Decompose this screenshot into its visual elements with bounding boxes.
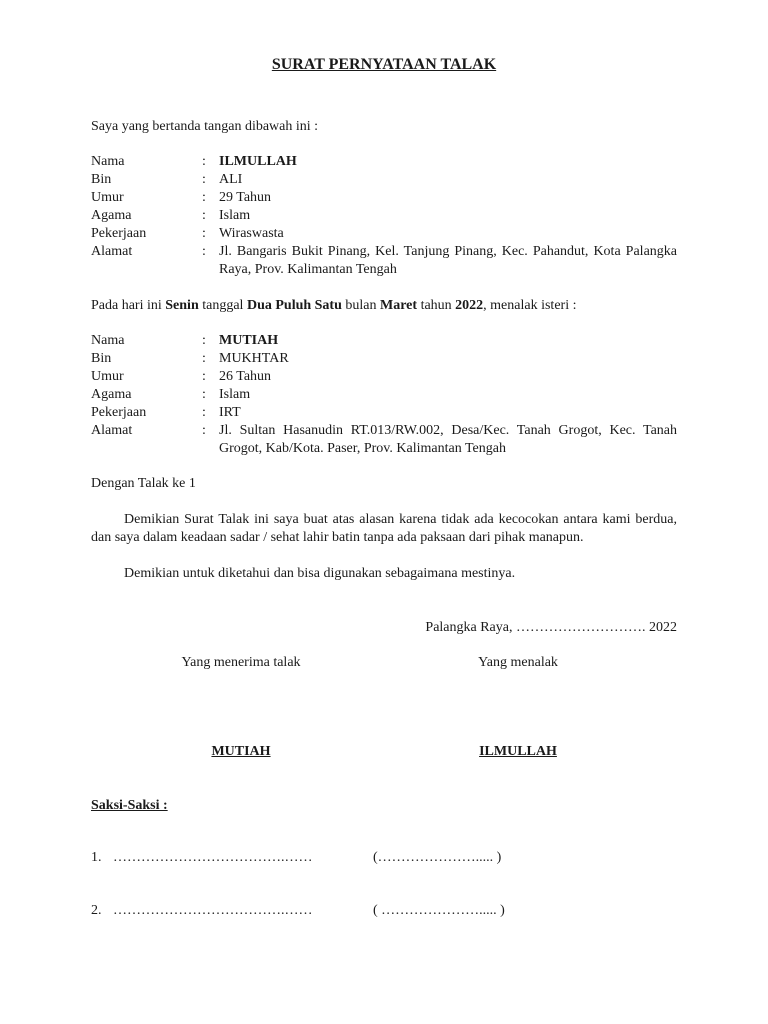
wife-nama-row: [91, 332, 677, 350]
husband-alamat-row: [91, 243, 677, 279]
document-title: SURAT PERNYATAAN TALAK: [271, 56, 497, 73]
field-label: Umur: [91, 369, 124, 384]
sentence-part: tahun: [417, 298, 456, 313]
field-label: Bin: [91, 351, 112, 366]
sentence-part: , menalak isteri :: [483, 298, 577, 313]
husband-nama-row: [91, 153, 677, 171]
wife-bin-row: [91, 350, 677, 368]
field-colon: :: [202, 387, 206, 402]
sentence-part: tanggal: [198, 298, 247, 313]
husband-agama-value: Islam: [219, 208, 251, 223]
husband-alamat-value: Jl. Bangaris Bukit Pinang, Kel. Tanjung Pinang, Kec. Pahandut, Kota Palangka Raya, Prov. Kalimantan Tengah: [219, 244, 677, 277]
place-date: Palangka Raya, ………………………. 2022: [425, 620, 677, 635]
field-label: Agama: [91, 208, 132, 223]
field-label: Nama: [91, 154, 125, 169]
reason-paragraph: Demikian Surat Talak ini saya buat atas alasan karena tidak ada kecocokan antara kami berdua, dan saya dalam keadaan sadar / sehat lahir batin tanpa ada paksaan dari pihak manapun.: [91, 512, 677, 545]
wife-pekerjaan-row: [91, 404, 677, 422]
husband-nama-value: ILMULLAH: [219, 154, 297, 169]
month-value: Maret: [380, 298, 418, 313]
wife-umur-value: 26 Tahun: [219, 369, 272, 384]
witness-signature-line: ……………………………….……: [113, 903, 313, 918]
giver-label: Yang menalak: [478, 655, 558, 670]
field-colon: :: [202, 190, 206, 205]
field-label: Agama: [91, 387, 132, 402]
field-label: Pekerjaan: [91, 405, 147, 420]
closing-paragraph: Demikian untuk diketahui dan bisa digunakan sebagaimana mestinya.: [124, 566, 516, 581]
witness-name-blank: ( …………………..... ): [373, 903, 505, 918]
witness-name-blank: (…………………..... ): [373, 850, 502, 865]
receiver-label: Yang menerima talak: [181, 655, 301, 670]
field-colon: :: [202, 369, 206, 384]
wife-bin-value: MUKHTAR: [219, 351, 289, 366]
husband-umur-row: [91, 189, 677, 207]
field-label: Alamat: [91, 244, 133, 259]
witnesses-heading: Saksi-Saksi :: [91, 798, 168, 813]
talak-number: Dengan Talak ke 1: [91, 476, 196, 491]
field-colon: :: [202, 226, 206, 241]
husband-bin-row: [91, 171, 677, 189]
wife-agama-row: [91, 386, 677, 404]
wife-nama-value: MUTIAH: [219, 333, 279, 348]
intro-text: Saya yang bertanda tangan dibawah ini :: [91, 119, 319, 134]
husband-pekerjaan-row: [91, 225, 677, 243]
receiver-signature-name: MUTIAH: [211, 744, 271, 759]
field-colon: :: [202, 172, 206, 187]
field-label: Pekerjaan: [91, 226, 147, 241]
field-colon: :: [202, 244, 206, 259]
sentence-part: Pada hari ini: [91, 298, 166, 313]
field-colon: :: [202, 405, 206, 420]
witness-number: 1.: [91, 850, 102, 865]
witness-signature-line: ……………………………….……: [113, 850, 313, 865]
year-value: 2022: [455, 298, 484, 313]
giver-signature-name: ILMULLAH: [479, 744, 557, 759]
field-colon: :: [202, 333, 206, 348]
field-label: Alamat: [91, 423, 133, 438]
husband-umur-value: 29 Tahun: [219, 190, 272, 205]
field-label: Umur: [91, 190, 124, 205]
field-colon: :: [202, 423, 206, 438]
husband-pekerjaan-value: Wiraswasta: [219, 226, 284, 241]
sentence-part: bulan: [341, 298, 380, 313]
date-sentence: [91, 297, 576, 315]
field-colon: :: [202, 351, 206, 366]
husband-agama-row: [91, 207, 677, 225]
witness-number: 2.: [91, 903, 102, 918]
wife-alamat-value: Jl. Sultan Hasanudin RT.013/RW.002, Desa/Kec. Tanah Grogot, Kec. Tanah Grogot, Kab/Kota. Paser, Prov. Kalimantan Tengah: [219, 423, 677, 456]
wife-umur-row: [91, 368, 677, 386]
date-value: Dua Puluh Satu: [246, 298, 342, 313]
wife-agama-value: Islam: [219, 387, 251, 402]
field-colon: :: [202, 154, 206, 169]
field-label: Bin: [91, 172, 112, 187]
day-value: Senin: [165, 298, 199, 313]
field-colon: :: [202, 208, 206, 223]
field-label: Nama: [91, 333, 125, 348]
wife-pekerjaan-value: IRT: [219, 405, 241, 420]
wife-alamat-row: [91, 422, 677, 458]
husband-bin-value: ALI: [219, 172, 243, 187]
